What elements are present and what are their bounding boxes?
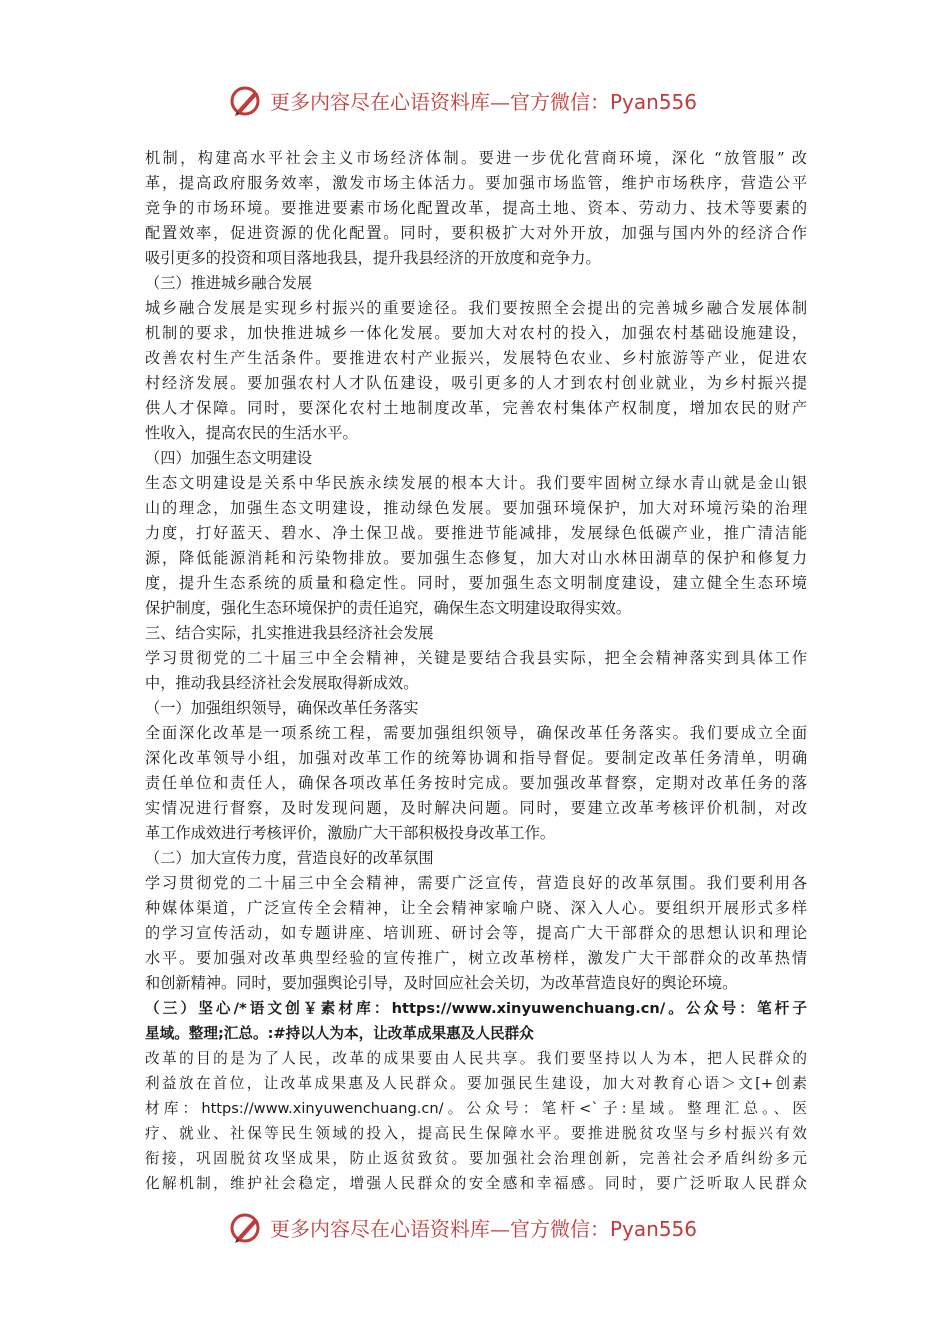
text-line: 衔接，巩固脱贫攻坚成果，防止返贫致贫。要加强社会治理创新，完善社会矛盾纠纷多元 xyxy=(145,1150,807,1167)
document-body xyxy=(145,146,807,1196)
watermark-slogan: 更多内容尽在心语资料库—官方微信： xyxy=(270,90,610,114)
text-line: 责任单位和责任人，确保各项改革任务按时完成。要加强改革督察，定期对改革任务的落 xyxy=(145,774,807,792)
text-line: 竞争的市场环境。要推进要素市场化配置改革，提高土地、资本、劳动力、技术等要素的 xyxy=(145,199,807,217)
text-line: 度，提升生态系统的质量和稳定性。同时，要加强生态文明制度建设，建立健全生态环境 xyxy=(145,574,807,592)
text-line: 实情况进行督察，及时发现问题，及时解决问题。同时，要建立改革考核评价机制，对改 xyxy=(145,799,807,817)
pen-logo-icon xyxy=(228,83,264,119)
text-line: 生态文明建设是关系中华民族永续发展的根本大计。我们要牢固树立绿水青山就是金山银 xyxy=(145,474,807,492)
text-line: 三、结合实际，扎实推进我县经济社会发展 xyxy=(145,624,434,642)
text-line: 学习贯彻党的二十届三中全会精神，关键是要结合我县实际，把全会精神落实到具体工作 xyxy=(145,649,807,667)
text-line: 的学习宣传活动，如专题讲座、培训班、研讨会等，提高广大干部群众的思想认识和理论 xyxy=(145,924,807,942)
text-line: 学习贯彻党的二十届三中全会精神，需要广泛宣传，营造良好的改革氛围。我们要利用各 xyxy=(145,874,807,892)
watermark-slogan: 更多内容尽在心语资料库—官方微信： xyxy=(270,1217,610,1241)
watermark-text xyxy=(270,89,697,115)
text-line: 供人才保障。同时，要深化农村土地制度改革，完善农村集体产权制度，增加农民的财产 xyxy=(145,399,807,417)
pen-logo-icon xyxy=(228,1210,264,1246)
text-line: 机制的要求，加快推进城乡一体化发展。要加大对农村的投入，加强农村基础设施建设， xyxy=(145,324,807,342)
text-line: 革工作成效进行考核评价，激励广大干部积极投身改革工作。 xyxy=(145,824,556,842)
text-line: 吸引更多的投资和项目落地我县，提升我县经济的开放度和竞争力。 xyxy=(145,249,601,267)
text-line: 改革的目的是为了人民，改革的成果要由人民共享。我们要坚持以人为本，把人民群众的 xyxy=(145,1050,807,1067)
footer-watermark-banner xyxy=(228,1210,728,1248)
text-line: 深化改革领导小组，加强对改革工作的统筹协调和指导督促。要制定改革任务清单，明确 xyxy=(145,749,807,767)
text-line: 革，提高政府服务效率，激发市场主体活力。要加强市场监管，维护市场秩序，营造公平 xyxy=(145,174,807,192)
text-line: 疗、就业、社保等民生领域的投入，提高民生保障水平。要推进脱贫攻坚与乡村振兴有效 xyxy=(145,1125,807,1142)
text-line: 水平。要加强对改革典型经验的宣传推广，树立改革榜样，激发广大干部群众的改革热情 xyxy=(145,949,807,967)
text-line: 利益放在首位，让改革成果惠及人民群众。要加强民生建设，加大对教育心语＞文[+创素 xyxy=(145,1075,807,1092)
text-line: 配置效率，促进资源的优化配置。同时，要积极扩大对外开放，加强与国内外的经济合作 xyxy=(145,224,807,242)
text-line: 中，推动我县经济社会发展取得新成效。 xyxy=(145,674,419,692)
header-watermark-banner xyxy=(228,83,728,121)
text-line: 保护制度，强化生态环境保护的责任追究，确保生态文明建设取得实效。 xyxy=(145,599,631,617)
text-line: 种媒体渠道，广泛宣传全会精神，让全会精神家喻户晓、深入人心。要组织开展形式多样 xyxy=(145,899,807,917)
text-line: （三）推进城乡融合发展 xyxy=(145,274,313,292)
text-line: 城乡融合发展是实现乡村振兴的重要途径。我们要按照全会提出的完善城乡融合发展体制 xyxy=(145,299,807,317)
text-line: 星域。整理;汇总。:#持以人为本，让改革成果惠及人民群众 xyxy=(145,1025,534,1042)
text-line: （二）加大宣传力度，营造良好的改革氛围 xyxy=(145,849,434,867)
text-line: 村经济发展。要加强农村人才队伍建设，吸引更多的人才到农村创业就业，为乡村振兴提 xyxy=(145,374,807,392)
text-line: （四）加强生态文明建设 xyxy=(145,449,313,467)
text-line: 力度，打好蓝天、碧水、净土保卫战。要推进节能减排，发展绿色低碳产业，推广清洁能 xyxy=(145,524,807,542)
text-line: 性收入，提高农民的生活水平。 xyxy=(145,424,358,442)
text-line: 山的理念，加强生态文明建设，推动绿色发展。要加强环境保护，加大对环境污染的治理 xyxy=(145,499,807,517)
watermark-text xyxy=(270,1216,697,1242)
text-line: 改善农村生产生活条件。要推进农村产业振兴，发展特色农业、乡村旅游等产业，促进农 xyxy=(145,349,807,367)
text-line: 化解机制，维护社会稳定，增强人民群众的安全感和幸福感。同时，要广泛听取人民群众 xyxy=(145,1175,807,1192)
text-line: （三）坚心/*语文创￥素材库：https://www.xinyuwenchuang.cn/。公众号：笔杆子 xyxy=(145,1000,807,1017)
text-line: （一）加强组织领导，确保改革任务落实 xyxy=(145,699,419,717)
text-line: 源，降低能源消耗和污染物排放。要加强生态修复，加大对山水林田湖草的保护和修复力 xyxy=(145,549,807,567)
text-line: 和创新精神。同时，要加强舆论引导，及时回应社会关切，为改革营造良好的舆论环境。 xyxy=(145,974,738,992)
watermark-wechat-id: Pyan556 xyxy=(610,1217,698,1241)
text-line: 机制，构建高水平社会主义市场经济体制。要进一步优化营商环境，深化 “放管服” 改 xyxy=(145,149,807,167)
watermark-wechat-id: Pyan556 xyxy=(610,90,698,114)
text-line: 全面深化改革是一项系统工程，需要加强组织领导，确保改革任务落实。我们要成立全面 xyxy=(145,724,807,742)
text-line: 材库：https://www.xinyuwenchuang.cn/。公众号：笔杆<`子:星域。整理汇总。、医 xyxy=(145,1100,807,1117)
